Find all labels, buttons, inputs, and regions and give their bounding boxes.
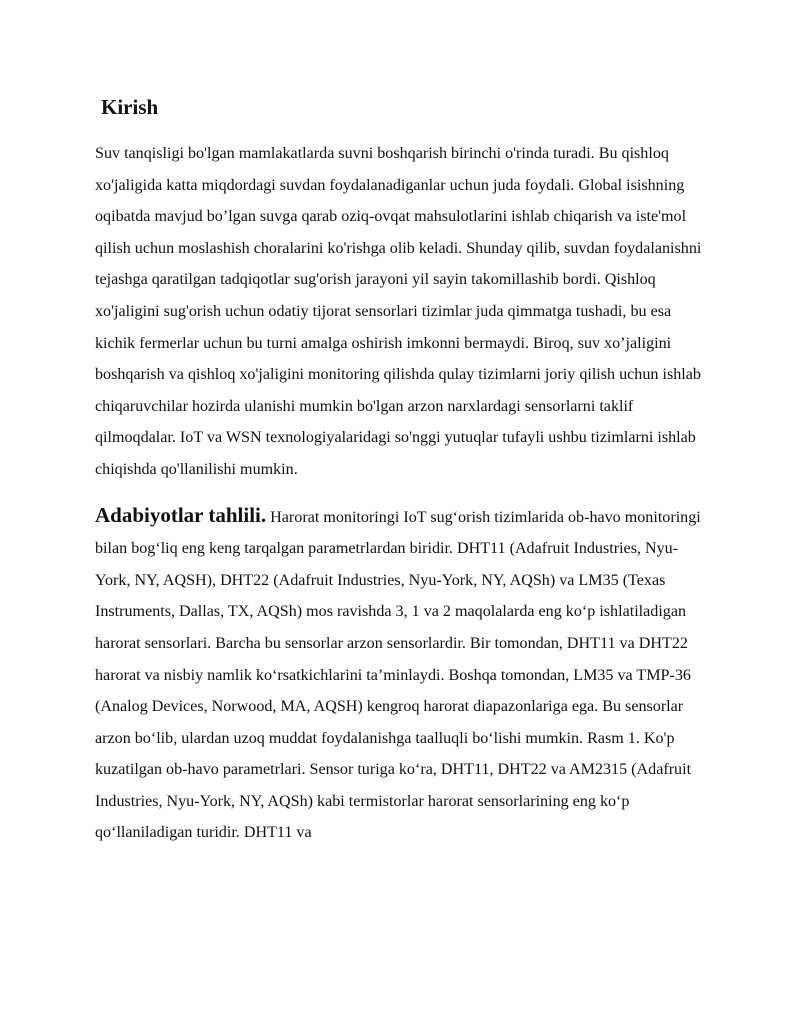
intro-paragraph: Suv tanqisligi bo'lgan mamlakatlarda suvni boshqarish birinchi o'rinda turadi. Bu qishloq xo'jaligida katta miqdordagi suvdan foydalanadiganlar uchun juda foydali. Global isishning oqibatda mavjud bo’lgan suvga qarab oziq-ovqat mahsulotlarini ishlab chiqarish va iste'mol qilish uchun moslashish choralarini ko'rishga olib keladi. Shunday qilib, suvdan foydalanishni tejashga qaratilgan tadqiqotlar sug'orish jarayoni yil sayin takomillashib bordi. Qishloq xo'jaligini sug'orish uchun odatiy tijorat sensorlari tizimlar juda qimmatga tushadi, bu esa kichik fermerlar uchun bu turni amalga oshirish imkonni bermaydi. Biroq, suv xo’jaligini boshqarish va qishloq xo'jaligini monitoring qilishda qulay tizimlarni joriy qilish uchun ishlab chiqaruvchilar hozirda ulanishi mumkin bo'lgan arzon narxlardagi sensorlarni taklif qilmoqdalar. IoT va WSN texnologiyalaridagi so'nggi yutuqlar tufayli ushbu tizimlarni ishlab chiqishda qo'llanilishi mumkin. xyxy=(95,145,702,478)
document-page xyxy=(95,92,710,849)
literature-text: Harorat monitoringi IoT sugʻorish tizimlarida ob-havo monitoringi bilan bogʻliq eng keng tarqalgan parametrlardan biridir. DHT11 (Adafruit Industries, Nyu-York, NY, AQSH), DHT22 (Adafruit Industries, Nyu-York, NY, AQSh) va LM35 (Texas Instruments, Dallas, TX, AQSh) mos ravishda 3, 1 va 2 maqolalarda eng koʻp ishlatiladigan harorat sensorlari. Barcha bu sensorlar arzon sensorlardir. Bir tomondan, DHT11 va DHT22 harorat va nisbiy namlik koʻrsatkichlarini taʼminlaydi. Boshqa tomondan, LM35 va TMP-36 (Analog Devices, Norwood, MA, AQSH) kengroq harorat diapazonlariga ega. Bu sensorlar arzon boʻlib, ulardan uzoq muddat foydalanishga taalluqli boʻlishi mumkin. Rasm 1. Ko'p kuzatilgan ob-havo parametrlari. Sensor turiga koʻra, DHT11, DHT22 va AM2315 (Adafruit Industries, Nyu-York, NY, AQSh) kabi termistorlar harorat sensorlarining eng koʻp qoʻllaniladigan turidir. DHT11 va xyxy=(95,508,701,842)
literature-paragraph xyxy=(95,500,710,850)
section-heading-adabiyotlar: Adabiyotlar tahlili. xyxy=(95,502,267,527)
section-heading-kirish: Kirish xyxy=(101,95,159,119)
